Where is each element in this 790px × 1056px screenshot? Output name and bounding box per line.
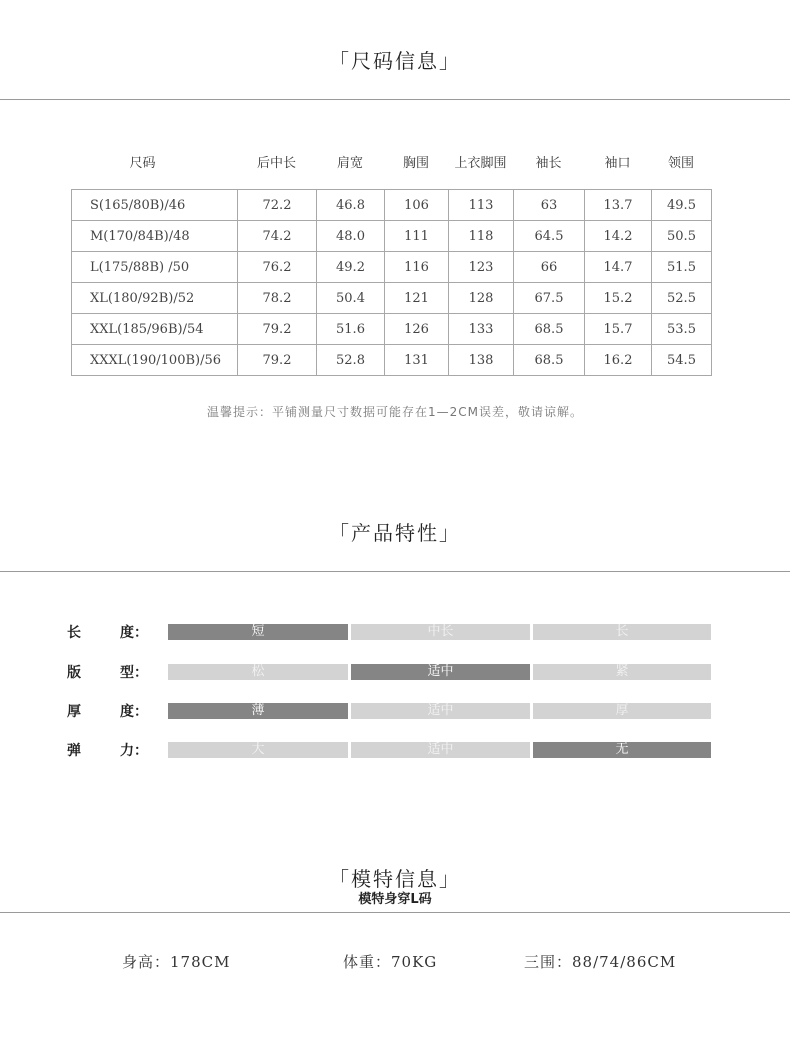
measurement-cell: 113 <box>449 190 514 221</box>
measurement-cell: 138 <box>449 345 514 376</box>
feature-label-suffix: 型： <box>120 665 148 681</box>
measurement-cell: 16.2 <box>585 345 652 376</box>
feature-option: 紧 <box>533 664 711 680</box>
table-row <box>72 283 712 314</box>
header-collar: 领围 <box>667 156 694 171</box>
feature-option: 适中 <box>351 742 530 758</box>
feature-label-suffix: 力： <box>120 743 148 759</box>
measurement-cell: 50.4 <box>317 283 385 314</box>
measurement-cell: 63 <box>514 190 585 221</box>
measurement-cell: 52.8 <box>317 345 385 376</box>
size-section-title: 「尺码信息」 <box>329 49 461 73</box>
table-row <box>72 190 712 221</box>
measurement-cell: 68.5 <box>514 314 585 345</box>
model-subtitle: 模特身穿L码 <box>358 892 432 907</box>
feature-option: 大 <box>168 742 348 758</box>
measurement-cell: 72.2 <box>238 190 317 221</box>
model-section-title: 「模特信息」 <box>329 867 461 891</box>
feature-option: 适中 <box>351 703 530 719</box>
feature-label-suffix: 度： <box>120 704 148 720</box>
measurement-cell: 76.2 <box>238 252 317 283</box>
table-row <box>72 221 712 252</box>
measurement-cell: 48.0 <box>317 221 385 252</box>
divider <box>0 571 790 572</box>
table-row <box>72 345 712 376</box>
measurement-cell: 118 <box>449 221 514 252</box>
size-cell: XL(180/92B)/52 <box>72 283 238 314</box>
feature-option: 松 <box>168 664 348 680</box>
measurement-cell: 66 <box>514 252 585 283</box>
measurement-cell: 52.5 <box>652 283 712 314</box>
measurement-cell: 46.8 <box>317 190 385 221</box>
feature-option: 中长 <box>351 624 530 640</box>
header-shoulder: 肩宽 <box>336 156 363 171</box>
model-weight: 体重：70KG <box>343 953 438 971</box>
measurement-cell: 79.2 <box>238 314 317 345</box>
measurement-cell: 64.5 <box>514 221 585 252</box>
size-cell: L(175/88B) /50 <box>72 252 238 283</box>
feature-option: 长 <box>533 624 711 640</box>
measurement-cell: 13.7 <box>585 190 652 221</box>
measurement-cell: 15.2 <box>585 283 652 314</box>
feature-option-selected: 无 <box>533 742 711 758</box>
measurement-cell: 78.2 <box>238 283 317 314</box>
measurement-cell: 53.5 <box>652 314 712 345</box>
feature-label: 版 <box>67 665 81 681</box>
header-cuff: 袖口 <box>604 156 631 171</box>
measurement-cell: 116 <box>385 252 449 283</box>
divider <box>0 99 790 100</box>
size-cell: XXL(185/96B)/54 <box>72 314 238 345</box>
feature-option-selected: 短 <box>168 624 348 640</box>
measurement-cell: 15.7 <box>585 314 652 345</box>
header-size: 尺码 <box>129 156 156 171</box>
size-table-header <box>71 152 711 172</box>
measurement-cell: 133 <box>449 314 514 345</box>
measurement-cell: 79.2 <box>238 345 317 376</box>
measurement-cell: 67.5 <box>514 283 585 314</box>
measurement-cell: 54.5 <box>652 345 712 376</box>
measurement-cell: 14.2 <box>585 221 652 252</box>
measurement-cell: 14.7 <box>585 252 652 283</box>
measurement-cell: 111 <box>385 221 449 252</box>
measurement-cell: 74.2 <box>238 221 317 252</box>
measurement-cell: 49.2 <box>317 252 385 283</box>
size-table <box>71 189 712 376</box>
feature-section-title: 「产品特性」 <box>329 521 461 545</box>
measurement-cell: 50.5 <box>652 221 712 252</box>
measurement-cell: 51.6 <box>317 314 385 345</box>
header-sleeve-length: 袖长 <box>535 156 562 171</box>
measurement-cell: 51.5 <box>652 252 712 283</box>
feature-label: 长 <box>67 625 81 641</box>
measurement-cell: 106 <box>385 190 449 221</box>
feature-label-suffix: 度： <box>120 625 148 641</box>
measurement-cell: 49.5 <box>652 190 712 221</box>
measurement-cell: 123 <box>449 252 514 283</box>
measurement-cell: 68.5 <box>514 345 585 376</box>
measurement-cell: 128 <box>449 283 514 314</box>
size-cell: S(165/80B)/46 <box>72 190 238 221</box>
header-hem: 上衣脚围 <box>454 156 507 171</box>
feature-option-selected: 适中 <box>351 664 530 680</box>
measurement-cell: 121 <box>385 283 449 314</box>
feature-label: 厚 <box>67 704 81 720</box>
divider <box>0 912 790 913</box>
model-measurements: 三围：88/74/86CM <box>524 953 677 971</box>
model-height: 身高：178CM <box>122 953 231 971</box>
feature-label: 弹 <box>67 743 81 759</box>
table-row <box>72 314 712 345</box>
table-row <box>72 252 712 283</box>
feature-option: 厚 <box>533 703 711 719</box>
header-back-length: 后中长 <box>256 156 296 171</box>
feature-option-selected: 薄 <box>168 703 348 719</box>
measurement-cell: 131 <box>385 345 449 376</box>
size-cell: M(170/84B)/48 <box>72 221 238 252</box>
header-chest: 胸围 <box>402 156 429 171</box>
measurement-note: 温馨提示：平铺测量尺寸数据可能存在1—2CM误差，敬请谅解。 <box>206 405 583 419</box>
size-cell: XXXL(190/100B)/56 <box>72 345 238 376</box>
measurement-cell: 126 <box>385 314 449 345</box>
